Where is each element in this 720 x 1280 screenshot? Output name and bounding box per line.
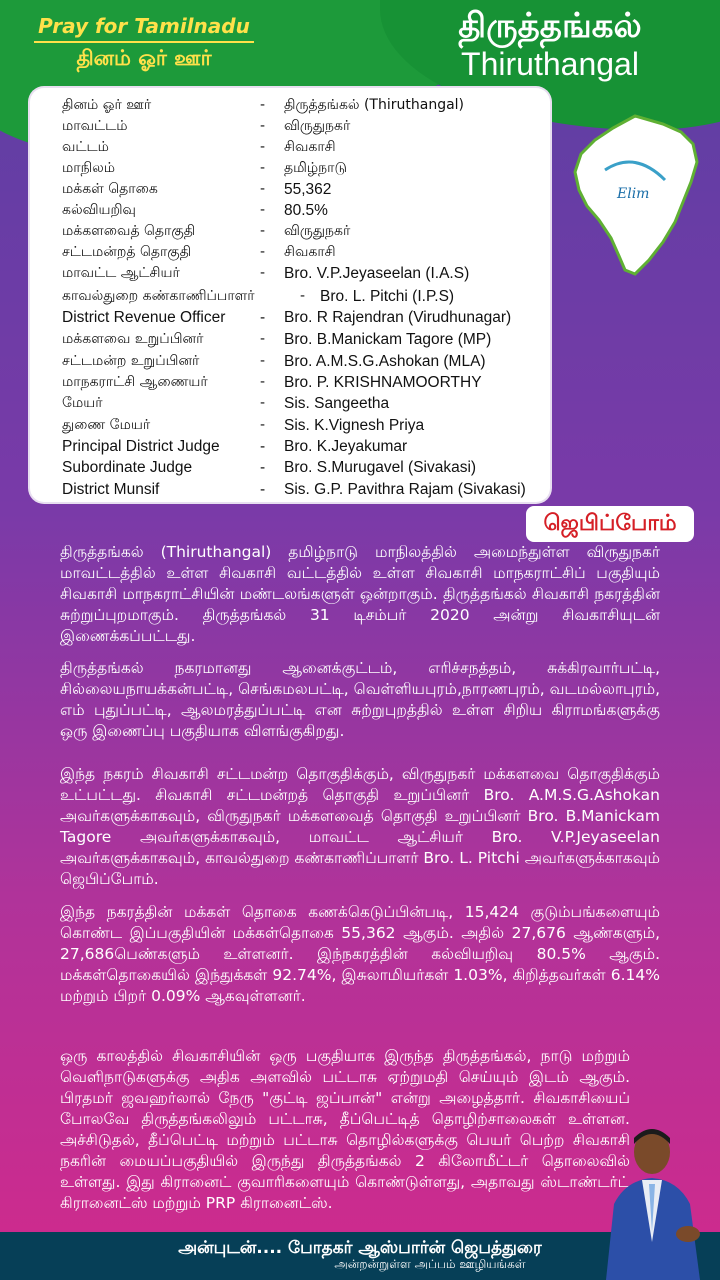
info-value: Bro. R Rajendran (Virudhunagar) xyxy=(284,309,512,326)
info-dash: - xyxy=(260,438,266,455)
elim-logo-text: Elim xyxy=(617,186,650,202)
info-label: சட்டமன்றத் தொகுதி xyxy=(62,244,192,260)
info-label: மாவட்ட ஆட்சியர் xyxy=(62,265,180,281)
info-label: மாநகராட்சி ஆணையர் xyxy=(62,374,208,390)
info-dash: - xyxy=(260,244,266,260)
info-dash: - xyxy=(260,309,266,326)
paragraph-4: இந்த நகரத்தின் மக்கள் தொகை கணக்கெடுப்பின்படி, 15,424 குடும்பங்களையும் கொண்ட இப்பகுதியின் மக்கள்தொகை 55,362 ஆகும். அதில் 27,676 ஆண்களும், 27,686பெண்களும் உள்ளனர். இந்நகரத்தின் கல்வியறிவு 80.5% ஆகும். மக்கள்தொகையில் இந்துக்கள் 92.74%, இசுலாமியர்கள் 1.03%, கிறித்தவர்கள் 6.14% மற்றும் பிறர் 0.09% ஆகவுள்ளனர். xyxy=(60,903,660,1005)
info-dash: - xyxy=(260,459,266,476)
info-dash: - xyxy=(260,265,266,281)
pray-underline xyxy=(34,41,254,43)
info-label: மாநிலம் xyxy=(62,160,116,176)
info-dash: - xyxy=(260,481,266,498)
info-label: மக்கள் தொகை xyxy=(62,181,158,197)
paragraph-1: திருத்தங்கல் (Thiruthangal) தமிழ்நாடு மாநிலத்தில் அமைந்துள்ள விருதுநகர் மாவட்டத்தில் உள்ள சிவகாசி வட்டத்தில் உள்ள சிவகாசி மாநகராட்சிப் பகுதியும் சிவகாசி மாநகராட்சியின் மண்டலங்களுள் ஒன்றாகும். திருத்தங்கல் சிவகாசி நகரத்தின் சுற்றுப்புறமாகும். திருத்தங்கல் 31 டிசம்பர் 2020 அன்று சிவகாசியுடன் இணைக்கப்பட்டது. xyxy=(60,543,660,645)
info-dash: - xyxy=(260,139,266,155)
info-dash: - xyxy=(260,223,266,239)
info-label: Principal District Judge xyxy=(62,438,220,455)
info-value: Bro. V.P.Jeyaseelan (I.A.S) xyxy=(284,265,470,282)
pray-badge: ஜெபிப்போம் xyxy=(526,506,694,542)
info-value: விருதுநகர் xyxy=(284,118,351,134)
info-dash: - xyxy=(260,97,266,113)
info-value: விருதுநகர் xyxy=(284,223,351,239)
info-label: District Munsif xyxy=(62,481,160,498)
daily-town-title: தினம் ஓர் ஊர் xyxy=(76,46,212,70)
town-title-english: Thiruthangal xyxy=(461,46,639,82)
info-value: Bro. P. KRISHNAMOORTHY xyxy=(284,374,482,391)
info-dash: - xyxy=(260,374,266,390)
info-label: துணை மேயர் xyxy=(62,417,151,433)
info-value: தமிழ்நாடு xyxy=(284,160,347,176)
info-value: சிவகாசி xyxy=(284,139,336,155)
info-value: 55,362 xyxy=(284,181,332,198)
info-value: திருத்தங்கல் (Thiruthangal) xyxy=(284,97,465,113)
info-label: மக்களவைத் தொகுதி xyxy=(62,223,196,239)
info-value: Bro. A.M.S.G.Ashokan (MLA) xyxy=(284,353,486,370)
info-label: காவல்துறை கண்காணிப்பாளர் xyxy=(62,288,255,304)
info-dash: - xyxy=(300,288,306,304)
info-value: Sis. K.Vignesh Priya xyxy=(284,417,425,434)
tamilnadu-map-icon xyxy=(565,110,705,280)
info-value: Bro. S.Murugavel (Sivakasi) xyxy=(284,459,477,476)
info-label: வட்டம் xyxy=(62,139,109,155)
pray-for-tamilnadu: Pray for Tamilnadu xyxy=(38,14,250,38)
footer-subtitle: அன்றன்றுள்ள அப்பம் ஊழியங்கள் xyxy=(334,1257,526,1271)
footer-signature: அன்புடன்.... போதகர் ஆஸ்பார்ன் ஜெபத்துரை xyxy=(178,1238,542,1258)
info-label: மாவட்டம் xyxy=(62,118,128,134)
info-label: மக்களவை உறுப்பினர் xyxy=(62,331,204,347)
town-title-tamil: திருத்தங்கல் xyxy=(458,6,642,46)
info-value: Bro. L. Pitchi (I.P.S) xyxy=(320,288,455,305)
info-value: Bro. K.Jeyakumar xyxy=(284,438,408,455)
info-value: Bro. B.Manickam Tagore (MP) xyxy=(284,331,492,348)
info-label: தினம் ஓர் ஊர் xyxy=(62,97,152,113)
info-dash: - xyxy=(260,395,266,411)
paragraph-2: திருத்தங்கல் நகரமானது ஆனைக்குட்டம், எரிச்சநத்தம், சுக்கிரவார்பட்டி, சில்லையநாயக்கன்பட்டி, செங்கமலபட்டி, வெள்ளியபுரம்,நாரணபுரம், வடமல்லாபுரம், எம் புதுப்பட்டி, ஆலமரத்துப்பட்டி என சுற்றுபுறத்தில் உள்ள சிறிய கிராமங்களுக்கு ஒரு இணைப்பு பகுதியாக விளங்குகிறது. xyxy=(60,659,660,740)
info-value: Sis. G.P. Pavithra Rajam (Sivakasi) xyxy=(284,481,526,498)
info-label: Subordinate Judge xyxy=(62,459,193,476)
paragraph-5: ஒரு காலத்தில் சிவகாசியின் ஒரு பகுதியாக இருந்த திருத்தங்கல், நாடு மற்றும் வெளிநாடுகளுக்கு அதிக அளவில் பட்டாசு ஏற்றுமதி செய்யும் இடம் ஆகும். பிரதமர் ஜவஹர்லால் நேரு "குட்டி ஜப்பான்" என்று அழைத்தார். சிவகாசியைப் போலவே திருத்தங்கலிலும் பட்டாசு, தீப்பெட்டித் தொழிற்சாலைகள் உள்ளன. அச்சிடுதல், தீப்பெட்டி மற்றும் பட்டாசு தொழில்களுக்கு பெயர் பெற்ற சிவகாசி நகரின் மையப்பகுதியில் இருந்து திருத்தங்கல் 2 கிலோமீட்டர் தொலைவில் உள்ளது. இது கிரானைட் குவாரிகளையும் கொண்டுள்ளது, அதாவது ஸ்டாண்டர்ட் கிரானைட்ஸ் மற்றும் PRP கிரானைட்ஸ். xyxy=(60,1047,630,1212)
info-dash: - xyxy=(260,160,266,176)
info-dash: - xyxy=(260,353,266,369)
info-dash: - xyxy=(260,202,266,218)
info-label: சட்டமன்ற உறுப்பினர் xyxy=(62,353,200,369)
info-dash: - xyxy=(260,118,266,134)
header xyxy=(0,0,720,100)
pastor-photo xyxy=(596,1122,706,1280)
paragraph-3: இந்த நகரம் சிவகாசி சட்டமன்ற தொகுதிக்கும், விருதுநகர் மக்களவை தொகுதிக்கும் உட்பட்டது. சிவகாசி சட்டமன்றத் தொகுதி உறுப்பினர் Bro. A.M.S.G.Ashokan அவர்களுக்காகவும், விருதுநகர் மக்களவைத் தொகுதி உறுப்பினர் Bro. B.Manickam Tagore அவர்களுக்காகவும், மாவட்ட ஆட்சியர் Bro. V.P.Jeyaseelan அவர்களுக்காகவும், காவல்துறை கண்காணிப்பாளர் Bro. L. Pitchi அவர்களுக்காகவும் ஜெபிப்போம். xyxy=(60,765,660,888)
info-dash: - xyxy=(260,331,266,347)
info-value: Sis. Sangeetha xyxy=(284,395,390,412)
info-label: மேயர் xyxy=(62,395,103,411)
info-dash: - xyxy=(260,181,266,197)
info-dash: - xyxy=(260,417,266,433)
info-label: கல்வியறிவு xyxy=(62,202,136,218)
info-label: District Revenue Officer xyxy=(62,309,226,326)
info-value: 80.5% xyxy=(284,202,328,219)
info-value: சிவகாசி xyxy=(284,244,336,260)
